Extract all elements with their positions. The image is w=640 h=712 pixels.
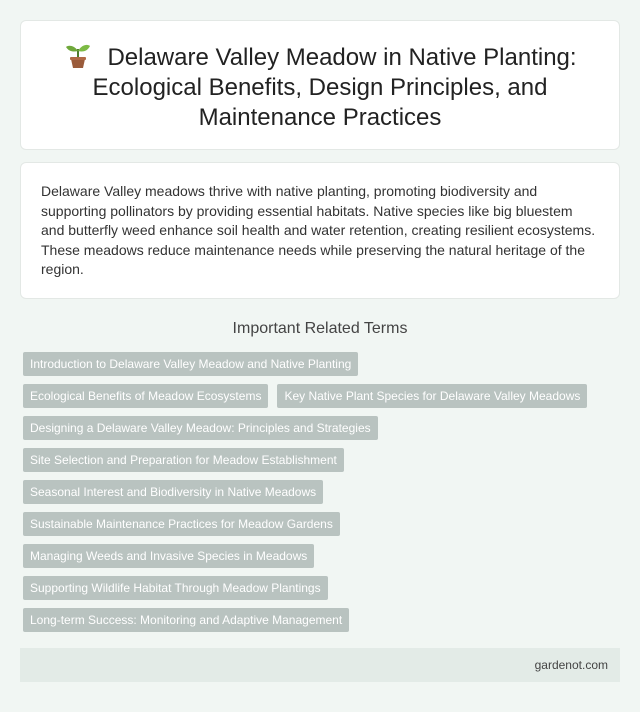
related-term-tag[interactable]: Long-term Success: Monitoring and Adaptive Management — [23, 608, 349, 632]
footer — [20, 648, 620, 682]
related-term-tag[interactable]: Key Native Plant Species for Delaware Valley Meadows — [277, 384, 587, 408]
title-card — [20, 20, 620, 150]
summary-card — [20, 162, 620, 299]
page-title — [45, 43, 595, 133]
related-term-tag[interactable]: Supporting Wildlife Habitat Through Meadow Plantings — [23, 576, 328, 600]
page-title-text: Delaware Valley Meadow in Native Planting: Ecological Benefits, Design Principles, and Maintenance Practices — [92, 44, 577, 131]
related-term-tag[interactable]: Site Selection and Preparation for Meadow Establishment — [23, 448, 344, 472]
related-terms-heading: Important Related Terms — [232, 320, 408, 337]
footer-site-link[interactable]: gardenot.com — [534, 658, 608, 672]
summary-text: Delaware Valley meadows thrive with native planting, promoting biodiversity and supporting pollinators by providing essential habitats. Native species like big bluestem and butterfly weed enhance soil health and water retention, creating resilient ecosystems. These meadows reduce maintenance needs while preserving the natural heritage of the region. — [41, 183, 596, 277]
sprout-icon — [63, 43, 93, 69]
related-term-tag[interactable]: Ecological Benefits of Meadow Ecosystems — [23, 384, 268, 408]
related-term-tag[interactable]: Sustainable Maintenance Practices for Meadow Gardens — [23, 512, 340, 536]
related-term-tag[interactable]: Introduction to Delaware Valley Meadow and Native Planting — [23, 352, 358, 376]
related-term-tag[interactable]: Seasonal Interest and Biodiversity in Native Meadows — [23, 480, 323, 504]
related-term-tag[interactable]: Managing Weeds and Invasive Species in Meadows — [23, 544, 314, 568]
related-term-tag[interactable]: Designing a Delaware Valley Meadow: Principles and Strategies — [23, 416, 378, 440]
related-terms-list — [20, 352, 620, 640]
